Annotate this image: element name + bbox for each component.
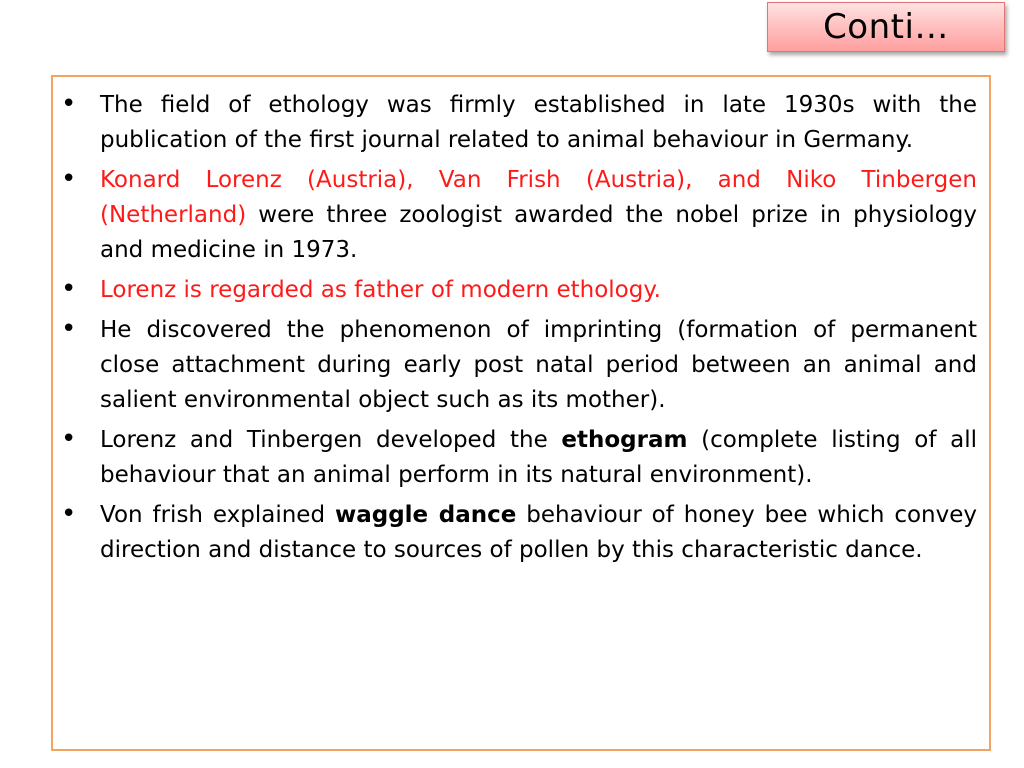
- bullet-text: were three zoologist awarded the nobel prize in physiology and medicine in 1973.: [100, 202, 977, 263]
- bullet-item-father-of-ethology: [53, 273, 989, 308]
- bullet-text-after: behaviour of honey bee which convey direction and distance to sources of pollen by this characteristic dance.: [100, 502, 977, 563]
- bullet-item-nobel-prize: [53, 163, 989, 268]
- bullet-text-before: Von frish explained: [100, 502, 335, 528]
- bold-term-waggle-dance: waggle dance: [334, 502, 517, 528]
- bold-term-ethogram: ethogram: [561, 427, 688, 453]
- slide-title: Conti…: [823, 7, 949, 47]
- bullet-text: He discovered the phenomenon of imprinting (formation of permanent close attachment during early post natal period between an animal and salient environmental object such as its mother).: [100, 317, 977, 413]
- bullet-item-imprinting: [53, 313, 989, 418]
- title-box: [767, 2, 1005, 52]
- bullet-text-after: (complete listing of all behaviour that an animal perform in its natural environment).: [100, 427, 977, 488]
- highlighted-names: Konard Lorenz (Austria), Van Frish (Austria), and Niko Tinbergen (Netherland): [100, 167, 977, 228]
- bullet-icon: •: [61, 424, 77, 454]
- bullet-item-ethogram: [53, 423, 989, 493]
- bullet-icon: •: [61, 89, 77, 119]
- bullet-text-before: Lorenz and Tinbergen developed the: [100, 427, 562, 453]
- bullet-icon: •: [61, 499, 77, 529]
- highlighted-text: Lorenz is regarded as father of modern ethology.: [100, 277, 661, 303]
- bullet-icon: •: [61, 274, 77, 304]
- content-frame: [51, 75, 991, 751]
- bullet-item-ethology-established: [53, 88, 989, 158]
- bullet-icon: •: [61, 164, 77, 194]
- bullet-list: [53, 88, 989, 573]
- bullet-text: The field of ethology was firmly established in late 1930s with the publication of the first journal related to animal behaviour in Germany.: [100, 92, 977, 153]
- bullet-icon: •: [61, 314, 77, 344]
- bullet-item-waggle-dance: [53, 498, 989, 568]
